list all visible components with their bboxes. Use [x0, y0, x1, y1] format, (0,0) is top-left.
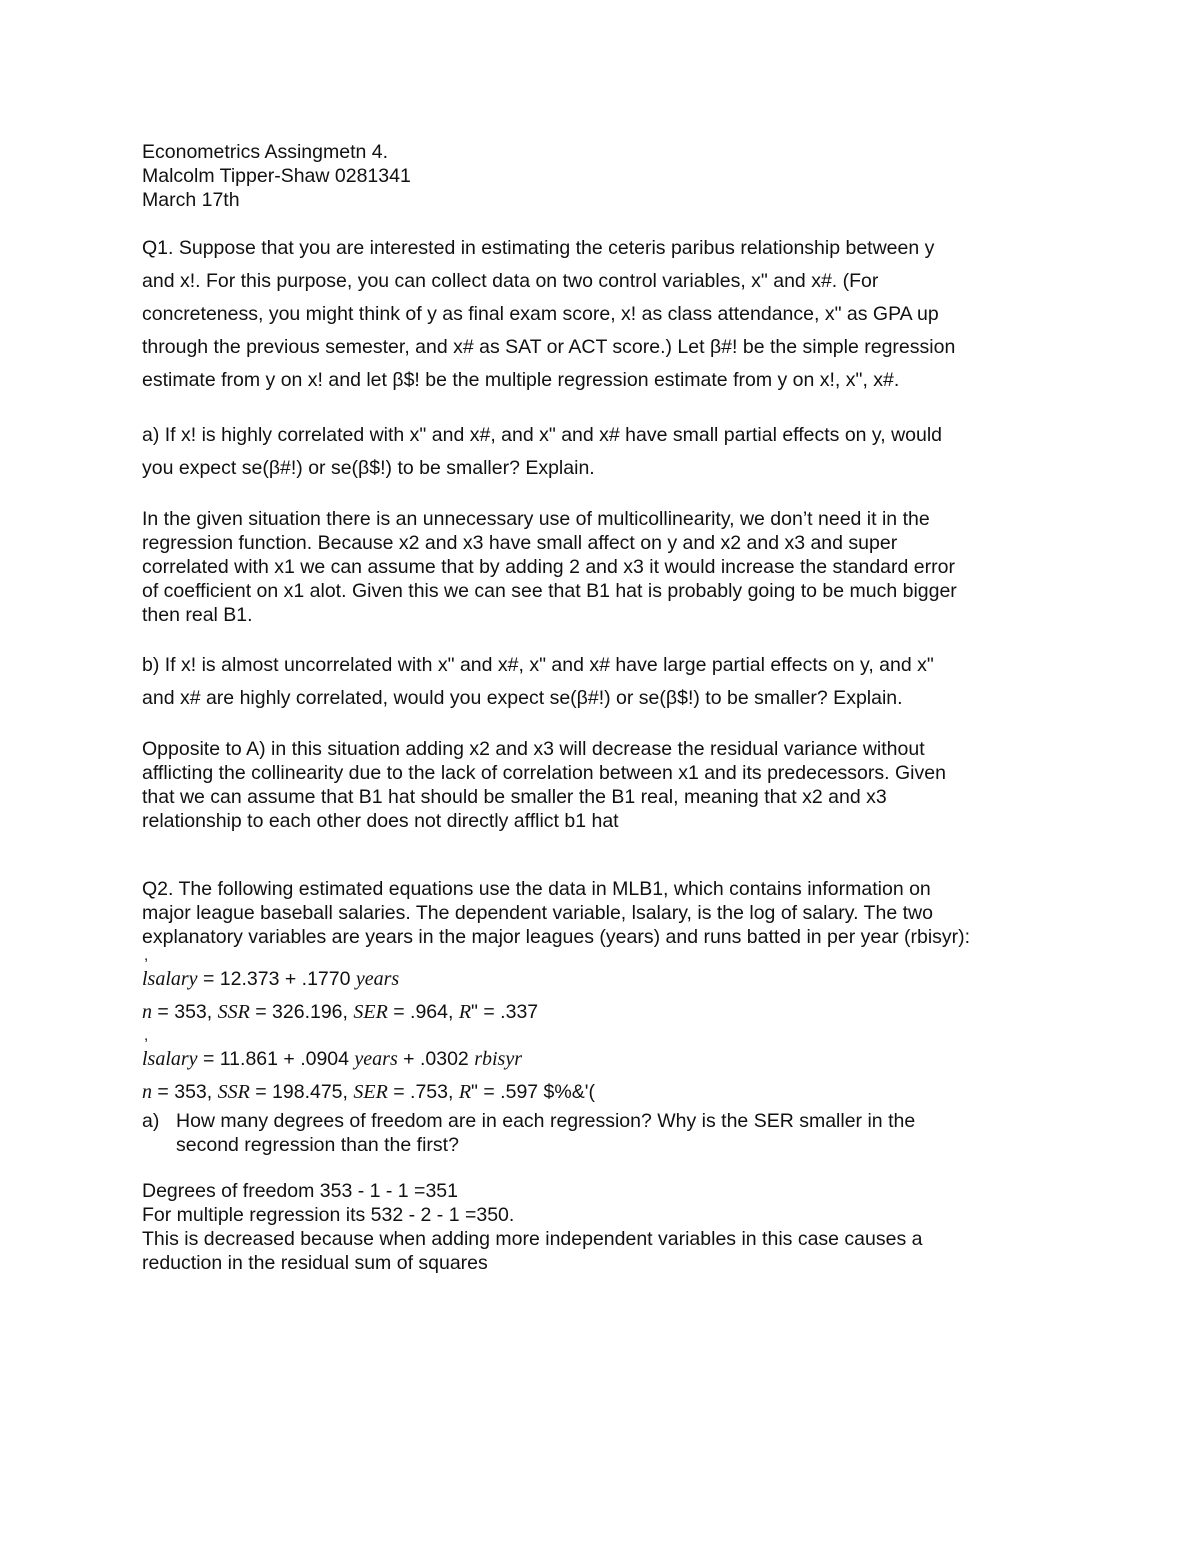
regressor: rbisyr: [474, 1048, 522, 1070]
q1-part-b: [142, 649, 1072, 833]
q1-line: through the previous semester, and x# as SAT or ACT score.) Let β#! be the simple regression: [142, 336, 956, 358]
equation-line: [142, 1043, 1072, 1076]
r-symbol: R: [458, 1081, 472, 1103]
ser-symbol: SER: [353, 1081, 388, 1103]
lhs-variable: lsalary: [142, 1048, 198, 1070]
q1a-answer: [142, 507, 1072, 627]
answer-line: Degrees of freedom 353 - 1 - 1 =351: [142, 1180, 458, 1202]
n-symbol: n: [142, 1001, 152, 1023]
equation-text: + .0302: [397, 1048, 475, 1070]
date-line: March 17th: [142, 189, 240, 211]
regressor: years: [354, 1048, 398, 1070]
equation-stats: [142, 1076, 1072, 1109]
answer-line: This is decreased because when adding more independent variables in this case causes a: [142, 1228, 923, 1250]
lhs-variable: lsalary: [142, 968, 198, 990]
ser-symbol: SER: [353, 1001, 388, 1023]
question-1: [142, 232, 1072, 833]
hat-mark: ,: [144, 947, 149, 964]
q2-line: Q2. The following estimated equations use the data in MLB1, which contains information on: [142, 878, 931, 900]
q2a-answer: [142, 1179, 1072, 1275]
answer-line: reduction in the residual sum of squares: [142, 1252, 488, 1274]
answer-line: that we can assume that B1 hat should be smaller the B1 real, meaning that x2 and x3: [142, 786, 887, 808]
list-item: [142, 1109, 1072, 1157]
stat-text: " = .597 $%&'(: [471, 1081, 595, 1103]
hat-mark: ,: [144, 1027, 149, 1044]
answer-line: For multiple regression its 532 - 2 - 1 =350.: [142, 1204, 515, 1226]
regressor: years: [355, 968, 400, 990]
q1b-question-line: and x# are highly correlated, would you expect se(β#!) or se(β$!) to be smaller? Explain.: [142, 687, 903, 709]
ssr-symbol: SSR: [217, 1001, 250, 1023]
answer-line: In the given situation there is an unnecessary use of multicollinearity, we don’t need it in the: [142, 508, 930, 530]
stat-text: = .753,: [387, 1081, 459, 1103]
q1-line: and x!. For this purpose, you can collect data on two control variables, x" and x#. (For: [142, 270, 879, 292]
stat-text: = .964,: [387, 1001, 459, 1023]
stat-text: = 326.196,: [249, 1001, 354, 1023]
equation-1: [142, 949, 1072, 1029]
answer-line: correlated with x1 we can assume that by adding 2 and x3 it would increase the standard error: [142, 556, 955, 578]
q1a-question-line: a) If x! is highly correlated with x" and x#, and x" and x# have small partial effects on y, would: [142, 424, 943, 446]
answer-line: relationship to each other does not directly afflict b1 hat: [142, 810, 619, 832]
q1-part-a: [142, 419, 1072, 627]
stat-text: = 353,: [152, 1001, 218, 1023]
question-2: [142, 877, 1072, 1275]
r-symbol: R: [458, 1001, 472, 1023]
answer-line: of coefficient on x1 alot. Given this we can see that B1 hat is probably going to be much bigger: [142, 580, 957, 602]
answer-line: Opposite to A) in this situation adding x2 and x3 will decrease the residual variance without: [142, 738, 925, 760]
document-page: [142, 140, 1072, 1275]
stat-text: = 353,: [152, 1081, 218, 1103]
equation-line: [142, 963, 1072, 996]
q1-line: concreteness, you might think of y as final exam score, x! as class attendance, x" as GPA up: [142, 303, 939, 325]
equation-text: = 11.861 + .0904: [197, 1048, 355, 1070]
q2-line: explanatory variables are years in the major leagues (years) and runs batted in per year (rbisyr):: [142, 926, 971, 948]
q2-line: major league baseball salaries. The dependent variable, lsalary, is the log of salary. The two: [142, 902, 933, 924]
answer-line: regression function. Because x2 and x3 have small affect on y and x2 and x3 and super: [142, 532, 898, 554]
answer-line: afflicting the collinearity due to the lack of correlation between x1 and its predecessors. Given: [142, 762, 946, 784]
equation-2: [142, 1029, 1072, 1109]
answer-line: then real B1.: [142, 604, 253, 626]
n-symbol: n: [142, 1081, 152, 1103]
q1-line: Q1. Suppose that you are interested in estimating the ceteris paribus relationship between y: [142, 237, 935, 259]
document-title: Econometrics Assingmetn 4.: [142, 141, 389, 163]
q2-part-a: [142, 1109, 1072, 1275]
ssr-symbol: SSR: [217, 1081, 250, 1103]
q1b-answer: [142, 737, 1072, 833]
q1a-question-line: you expect se(β#!) or se(β$!) to be smaller? Explain.: [142, 457, 595, 479]
equation-stats: [142, 996, 1072, 1029]
equation-text: = 12.373 + .1770: [197, 968, 356, 990]
q1-line: estimate from y on x! and let β$! be the multiple regression estimate from y on x!, x", x#.: [142, 369, 900, 391]
list-label: a): [142, 1110, 160, 1132]
q1b-question-line: b) If x! is almost uncorrelated with x" and x#, x" and x# have large partial effects on y, and x": [142, 654, 934, 676]
q2a-question-line: second regression than the first?: [176, 1134, 459, 1156]
header: [142, 140, 1072, 212]
stat-text: " = .337: [471, 1001, 539, 1023]
stat-text: = 198.475,: [249, 1081, 354, 1103]
author-line: Malcolm Tipper-Shaw 0281341: [142, 165, 411, 187]
q2a-question-line: How many degrees of freedom are in each regression? Why is the SER smaller in the: [176, 1110, 916, 1132]
